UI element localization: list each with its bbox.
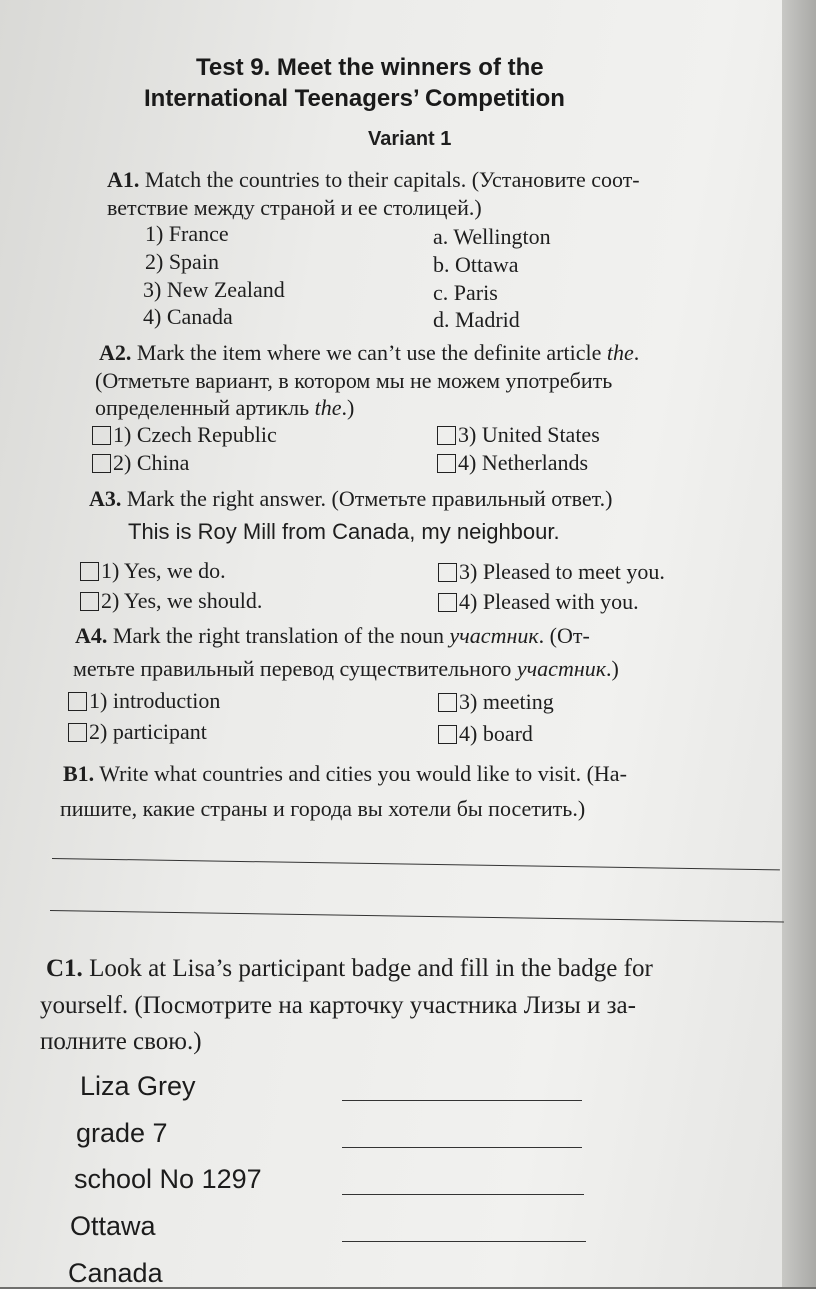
a4-noun: участник bbox=[449, 623, 539, 648]
a4-option-1-label: 1) introduction bbox=[89, 688, 221, 713]
a3-instruction bbox=[89, 486, 612, 512]
a2-option-1 bbox=[92, 422, 277, 448]
a3-label: A3. bbox=[89, 486, 122, 511]
a4-option-2-label: 2) participant bbox=[89, 719, 207, 744]
a2-instruction-line-1 bbox=[99, 340, 639, 366]
a2-option-3-label: 3) United States bbox=[458, 422, 600, 447]
a2-period: . bbox=[633, 340, 640, 365]
badge-school: school No 1297 bbox=[74, 1164, 262, 1194]
a4-option-2 bbox=[68, 719, 207, 745]
a2-instruction-line-3 bbox=[95, 395, 354, 421]
next-page-edge bbox=[782, 0, 816, 1287]
b1-instruction-text: Write what countries and cities you would like to visit. (На- bbox=[99, 761, 627, 786]
badge-school-field[interactable] bbox=[342, 1194, 584, 1195]
a1-instruction-text: Match the countries to their capitals. (Установите соот- bbox=[144, 167, 640, 192]
a4-option-4-checkbox[interactable] bbox=[438, 725, 457, 744]
badge-city-field[interactable] bbox=[342, 1241, 586, 1242]
a2-article-word: the bbox=[606, 340, 634, 365]
a2-option-3-checkbox[interactable] bbox=[437, 426, 456, 445]
a3-option-1 bbox=[80, 558, 226, 584]
a2-option-4-label: 4) Netherlands bbox=[458, 450, 589, 475]
a2-option-1-checkbox[interactable] bbox=[92, 426, 111, 445]
a2-option-3 bbox=[437, 422, 600, 448]
a2-option-2-label: 2) China bbox=[113, 450, 190, 475]
a4-label: A4. bbox=[75, 623, 108, 648]
b1-answer-line-1[interactable] bbox=[52, 858, 780, 870]
a4-option-4-label: 4) board bbox=[459, 721, 533, 746]
a4-instruction-line-2 bbox=[73, 656, 619, 682]
a3-option-3-checkbox[interactable] bbox=[438, 563, 457, 582]
a4-option-2-checkbox[interactable] bbox=[68, 723, 87, 742]
a2-option-1-label: 1) Czech Republic bbox=[113, 422, 277, 447]
a1-instruction-line-2: ветствие между страной и ее столицей.) bbox=[107, 195, 482, 220]
a3-option-3-label: 3) Pleased to meet you. bbox=[459, 559, 665, 584]
a3-instruction-text: Mark the right answer. (Отметьте правильный ответ.) bbox=[126, 486, 613, 511]
a2-close-paren: .) bbox=[341, 395, 355, 420]
a1-country-1: 1) France bbox=[145, 221, 229, 246]
a3-option-4 bbox=[438, 589, 639, 615]
a2-option-2-checkbox[interactable] bbox=[92, 454, 111, 473]
b1-label: B1. bbox=[63, 761, 95, 786]
badge-country: Canada bbox=[68, 1258, 163, 1288]
a3-option-2-label: 2) Yes, we should. bbox=[101, 588, 263, 613]
a2-instruction-line-2: (Отметьте вариант, в котором мы не можем употребить bbox=[95, 368, 613, 393]
a4-option-4 bbox=[438, 721, 533, 747]
badge-city: Ottawa bbox=[70, 1211, 156, 1241]
a4-option-3 bbox=[438, 689, 554, 715]
b1-instruction-line-1 bbox=[63, 761, 627, 787]
a2-article-word-ru: the bbox=[314, 395, 342, 420]
a4-instruction-end: . (От- bbox=[538, 623, 590, 648]
a2-instruction-text: Mark the item where we can’t use the definite article bbox=[136, 340, 607, 365]
a3-option-3 bbox=[438, 559, 665, 585]
a2-option-4-checkbox[interactable] bbox=[437, 454, 456, 473]
a3-option-4-checkbox[interactable] bbox=[438, 593, 457, 612]
a1-country-4: 4) Canada bbox=[143, 304, 233, 329]
b1-instruction-line-2: пишите, какие страны и города вы хотели бы посетить.) bbox=[60, 796, 586, 821]
a4-option-1 bbox=[68, 688, 220, 714]
variant-heading: Variant 1 bbox=[368, 128, 452, 150]
a1-capital-d: d. Madrid bbox=[433, 307, 520, 332]
a4-close-paren: .) bbox=[606, 656, 619, 681]
a4-instruction-ru: метьте правильный перевод существительного bbox=[73, 656, 517, 681]
a1-capital-a: a. Wellington bbox=[433, 224, 551, 249]
a3-option-4-label: 4) Pleased with you. bbox=[459, 589, 639, 614]
a2-option-2 bbox=[92, 450, 189, 476]
a1-country-3: 3) New Zealand bbox=[143, 277, 285, 302]
a3-option-2 bbox=[80, 588, 262, 614]
c1-instruction-line-3: полните свою.) bbox=[40, 1028, 202, 1055]
badge-grade: grade 7 bbox=[76, 1118, 168, 1148]
a3-option-2-checkbox[interactable] bbox=[80, 592, 99, 611]
a1-country-2: 2) Spain bbox=[145, 249, 219, 274]
c1-instruction-line-1 bbox=[46, 955, 653, 983]
c1-label: C1. bbox=[46, 955, 83, 982]
a4-noun-ru: участник bbox=[516, 656, 607, 681]
a4-instruction-text: Mark the right translation of the noun bbox=[112, 623, 450, 648]
a3-option-1-label: 1) Yes, we do. bbox=[101, 558, 226, 583]
a3-option-1-checkbox[interactable] bbox=[80, 562, 99, 581]
a1-label: A1. bbox=[107, 167, 140, 192]
a1-capital-b: b. Ottawa bbox=[433, 252, 519, 277]
test-title-line-1: Test 9. Meet the winners of the bbox=[196, 54, 544, 81]
a4-instruction-line-1 bbox=[75, 623, 590, 649]
a4-option-1-checkbox[interactable] bbox=[68, 692, 87, 711]
c1-instruction-text: Look at Lisa’s participant badge and fill in the badge for bbox=[89, 955, 653, 982]
badge-grade-field[interactable] bbox=[342, 1147, 582, 1148]
badge-name-field[interactable] bbox=[342, 1100, 582, 1101]
a2-instruction-ru: определенный артикль bbox=[95, 395, 315, 420]
a2-label: A2. bbox=[99, 340, 132, 365]
c1-instruction-line-2: yourself. (Посмотрите на карточку участника Лизы и за- bbox=[40, 992, 636, 1019]
a1-instruction-line-1 bbox=[107, 167, 640, 193]
test-title-line-2: International Teenagers’ Competition bbox=[144, 85, 565, 112]
badge-name: Liza Grey bbox=[80, 1071, 196, 1101]
b1-answer-line-2[interactable] bbox=[50, 910, 784, 923]
a2-option-4 bbox=[437, 450, 588, 476]
a4-option-3-label: 3) meeting bbox=[459, 689, 554, 714]
a4-option-3-checkbox[interactable] bbox=[438, 693, 457, 712]
a1-capital-c: c. Paris bbox=[433, 280, 498, 305]
a3-prompt: This is Roy Mill from Canada, my neighbour. bbox=[128, 519, 560, 544]
